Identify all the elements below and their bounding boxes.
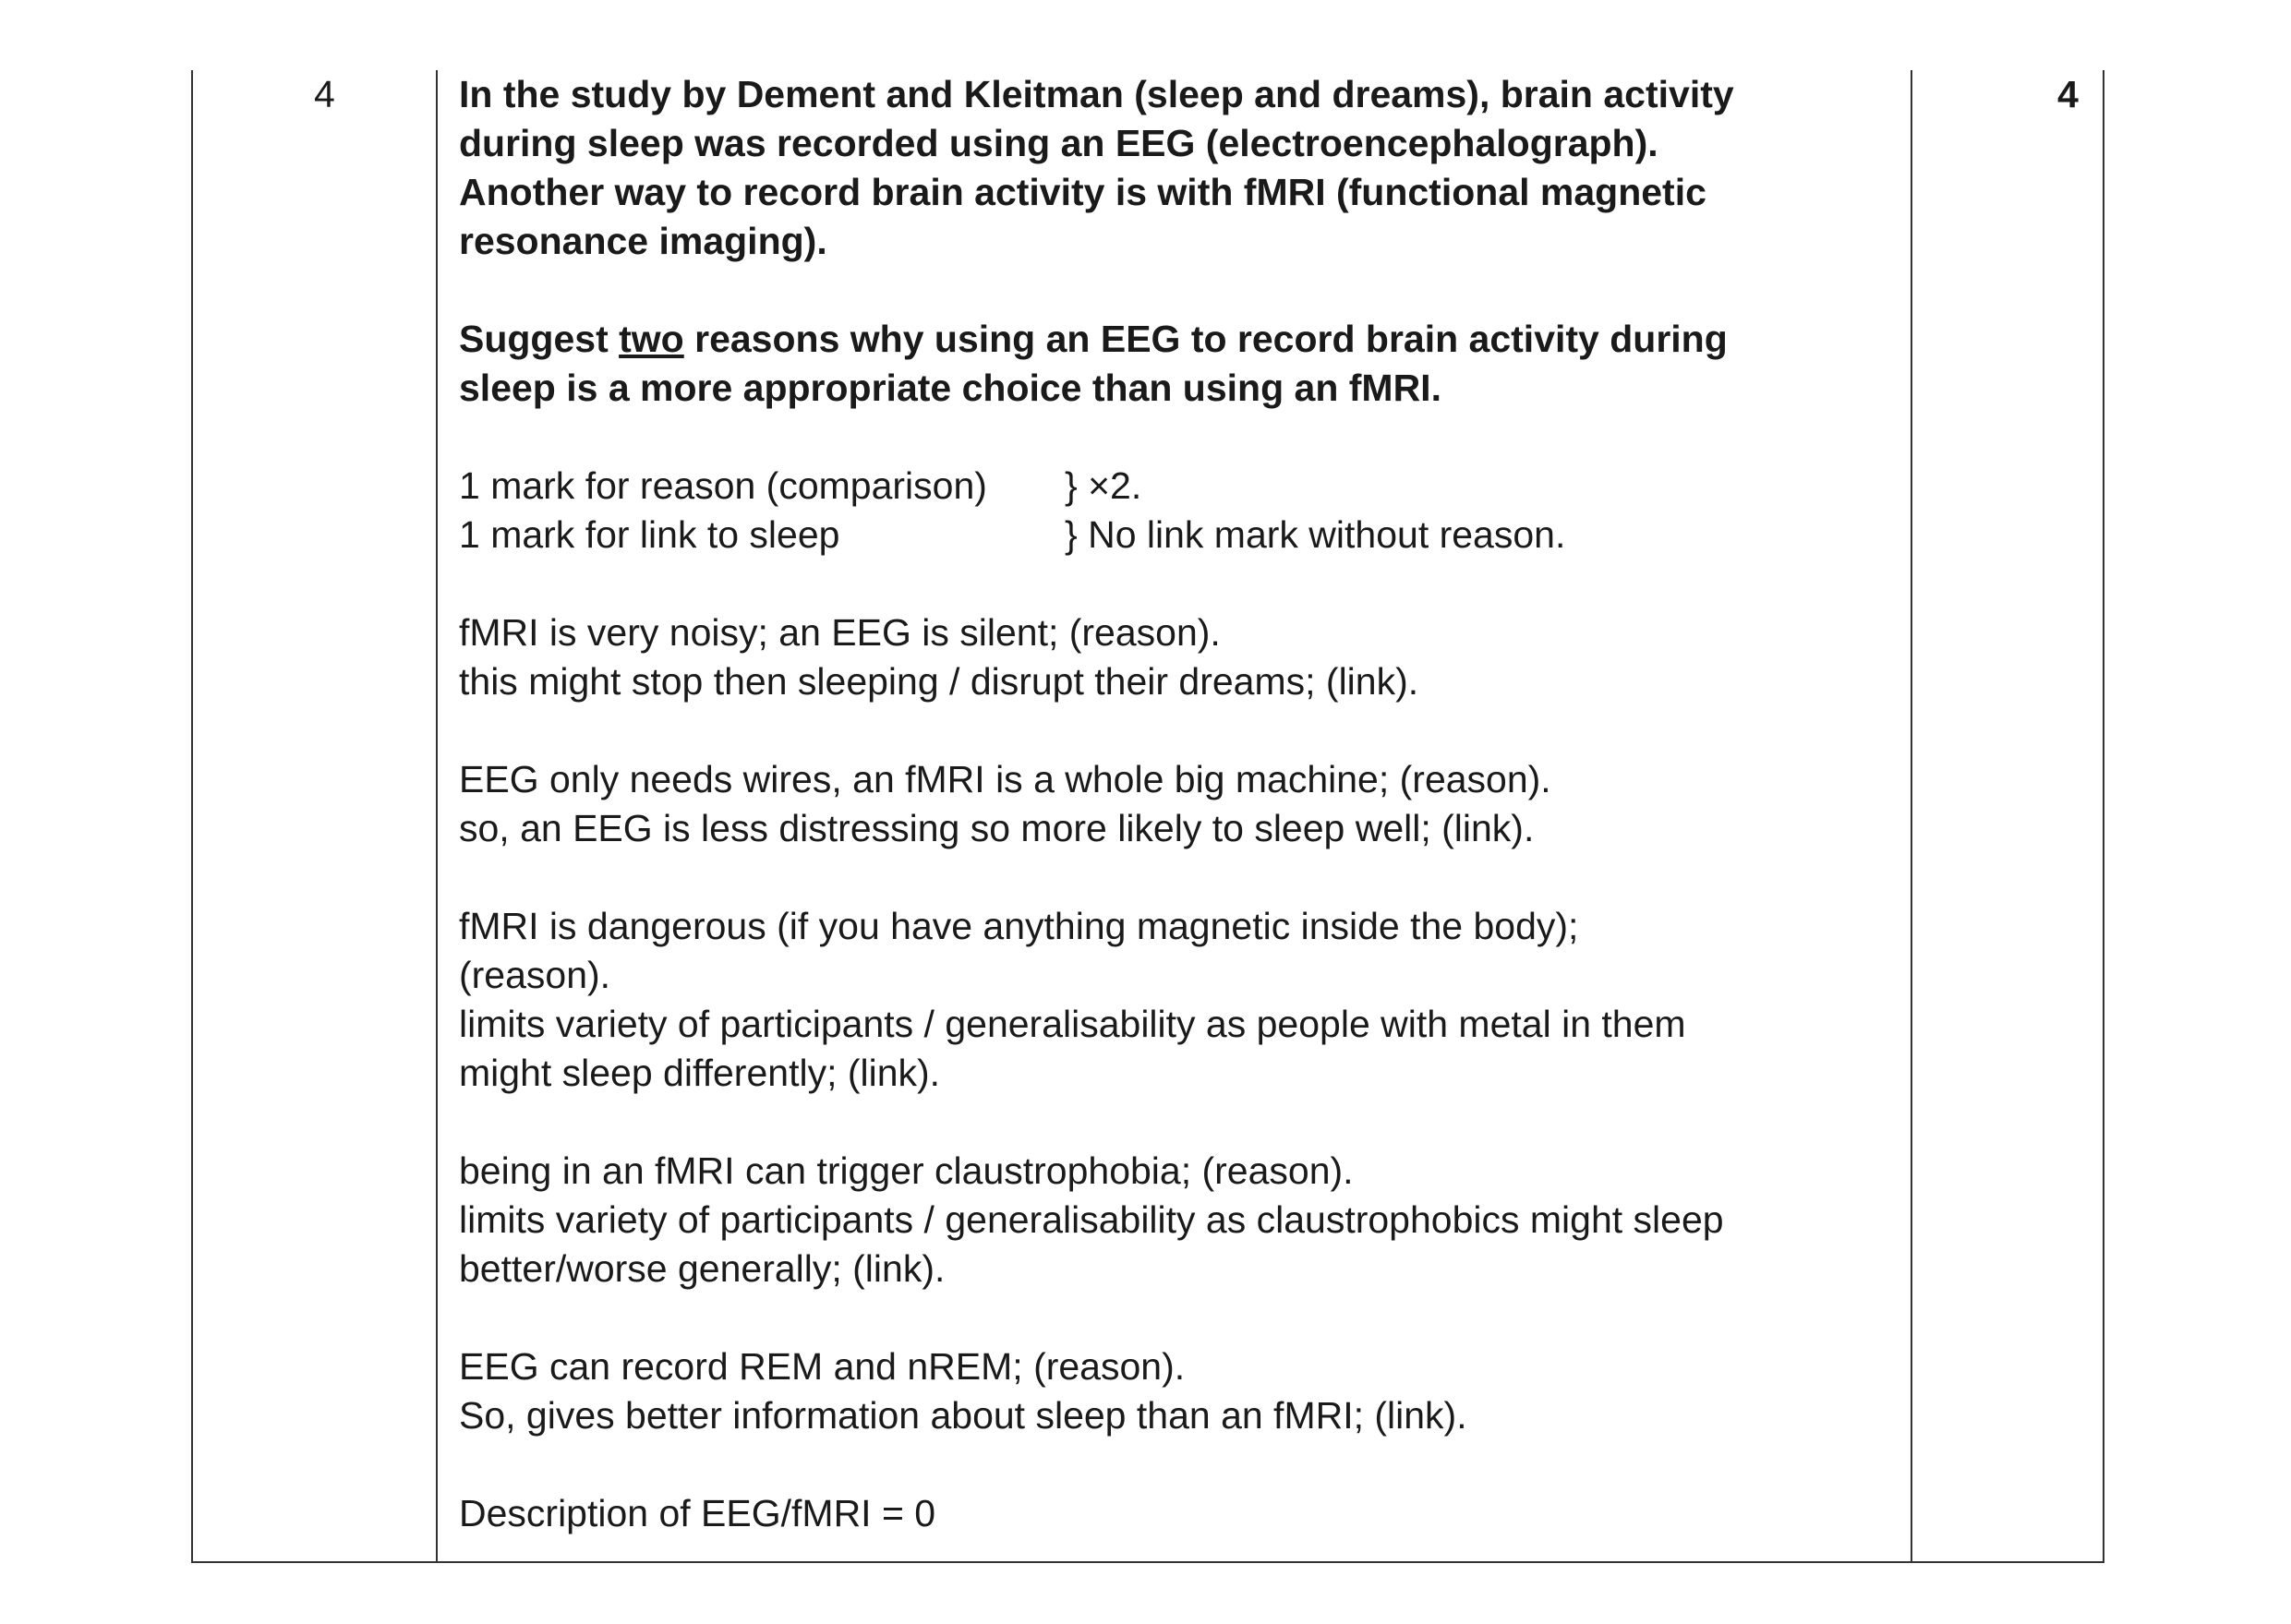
- question-content: [459, 70, 1909, 1538]
- instruction-emphasis: two: [619, 318, 684, 360]
- answer-line: EEG can record REM and nREM; (reason).: [459, 1345, 1186, 1388]
- answer-line: might sleep differently; (link).: [459, 1052, 941, 1094]
- answer-line: limits variety of participants / generalisability as people with metal in them: [459, 1003, 1686, 1045]
- stem-line: resonance imaging).: [459, 220, 827, 262]
- instruction-text: reasons why using an EEG to record brain activity during: [683, 318, 1728, 360]
- instruction-text: Suggest: [459, 318, 620, 360]
- answer-line: fMRI is very noisy; an EEG is silent; (reason).: [459, 611, 1221, 654]
- answer-line: (reason).: [459, 954, 611, 996]
- marking-rule-note: } No link mark without reason.: [1065, 513, 1566, 556]
- marking-rule-label: 1 mark for reason (comparison): [459, 464, 987, 507]
- answer-line: being in an fMRI can trigger claustrophobia; (reason).: [459, 1149, 1354, 1192]
- answer-point: [459, 755, 1909, 853]
- marking-rule-label: 1 mark for link to sleep: [459, 513, 840, 556]
- instruction-line: [459, 315, 1909, 364]
- marking-footer: [459, 1489, 1909, 1538]
- footer-line: Description of EEG/fMRI = 0: [459, 1492, 936, 1534]
- answer-point: [459, 902, 1909, 1098]
- answer-line: So, gives better information about sleep than an fMRI; (link).: [459, 1394, 1467, 1437]
- question-number: 4: [314, 73, 335, 115]
- marking-rule: [459, 511, 1909, 559]
- table-border-right: [2103, 70, 2104, 1563]
- marking-rules: [459, 462, 1909, 559]
- answer-point: [459, 1342, 1909, 1440]
- stem-line: during sleep was recorded using an EEG (electroencephalograph).: [459, 122, 1658, 164]
- table-border-bottom: [191, 1561, 2104, 1563]
- answer-line: limits variety of participants / generalisability as claustrophobics might sleep: [459, 1198, 1724, 1241]
- stem-line: In the study by Dement and Kleitman (sleep and dreams), brain activity: [459, 73, 1734, 115]
- table-border-left: [191, 70, 193, 1563]
- answer-line: EEG only needs wires, an fMRI is a whole big machine; (reason).: [459, 758, 1551, 800]
- answer-line: this might stop then sleeping / disrupt their dreams; (link).: [459, 660, 1419, 703]
- instruction-line: sleep is a more appropriate choice than using an fMRI.: [459, 367, 1441, 409]
- marking-rule-note: } ×2.: [1065, 464, 1142, 507]
- answer-line: fMRI is dangerous (if you have anything magnetic inside the body);: [459, 905, 1579, 947]
- answer-point: [459, 608, 1909, 706]
- stem-line: Another way to record brain activity is with fMRI (functional magnetic: [459, 171, 1706, 213]
- marking-rule: [459, 462, 1909, 511]
- question-instruction: [459, 315, 1909, 413]
- answer-line: so, an EEG is less distressing so more likely to sleep well; (link).: [459, 807, 1535, 849]
- question-marks: 4: [2057, 73, 2079, 115]
- question-stem: [459, 70, 1909, 266]
- table-divider-2: [1911, 70, 1912, 1563]
- answer-point: [459, 1147, 1909, 1293]
- answer-line: better/worse generally; (link).: [459, 1247, 946, 1290]
- table-divider-1: [436, 70, 438, 1563]
